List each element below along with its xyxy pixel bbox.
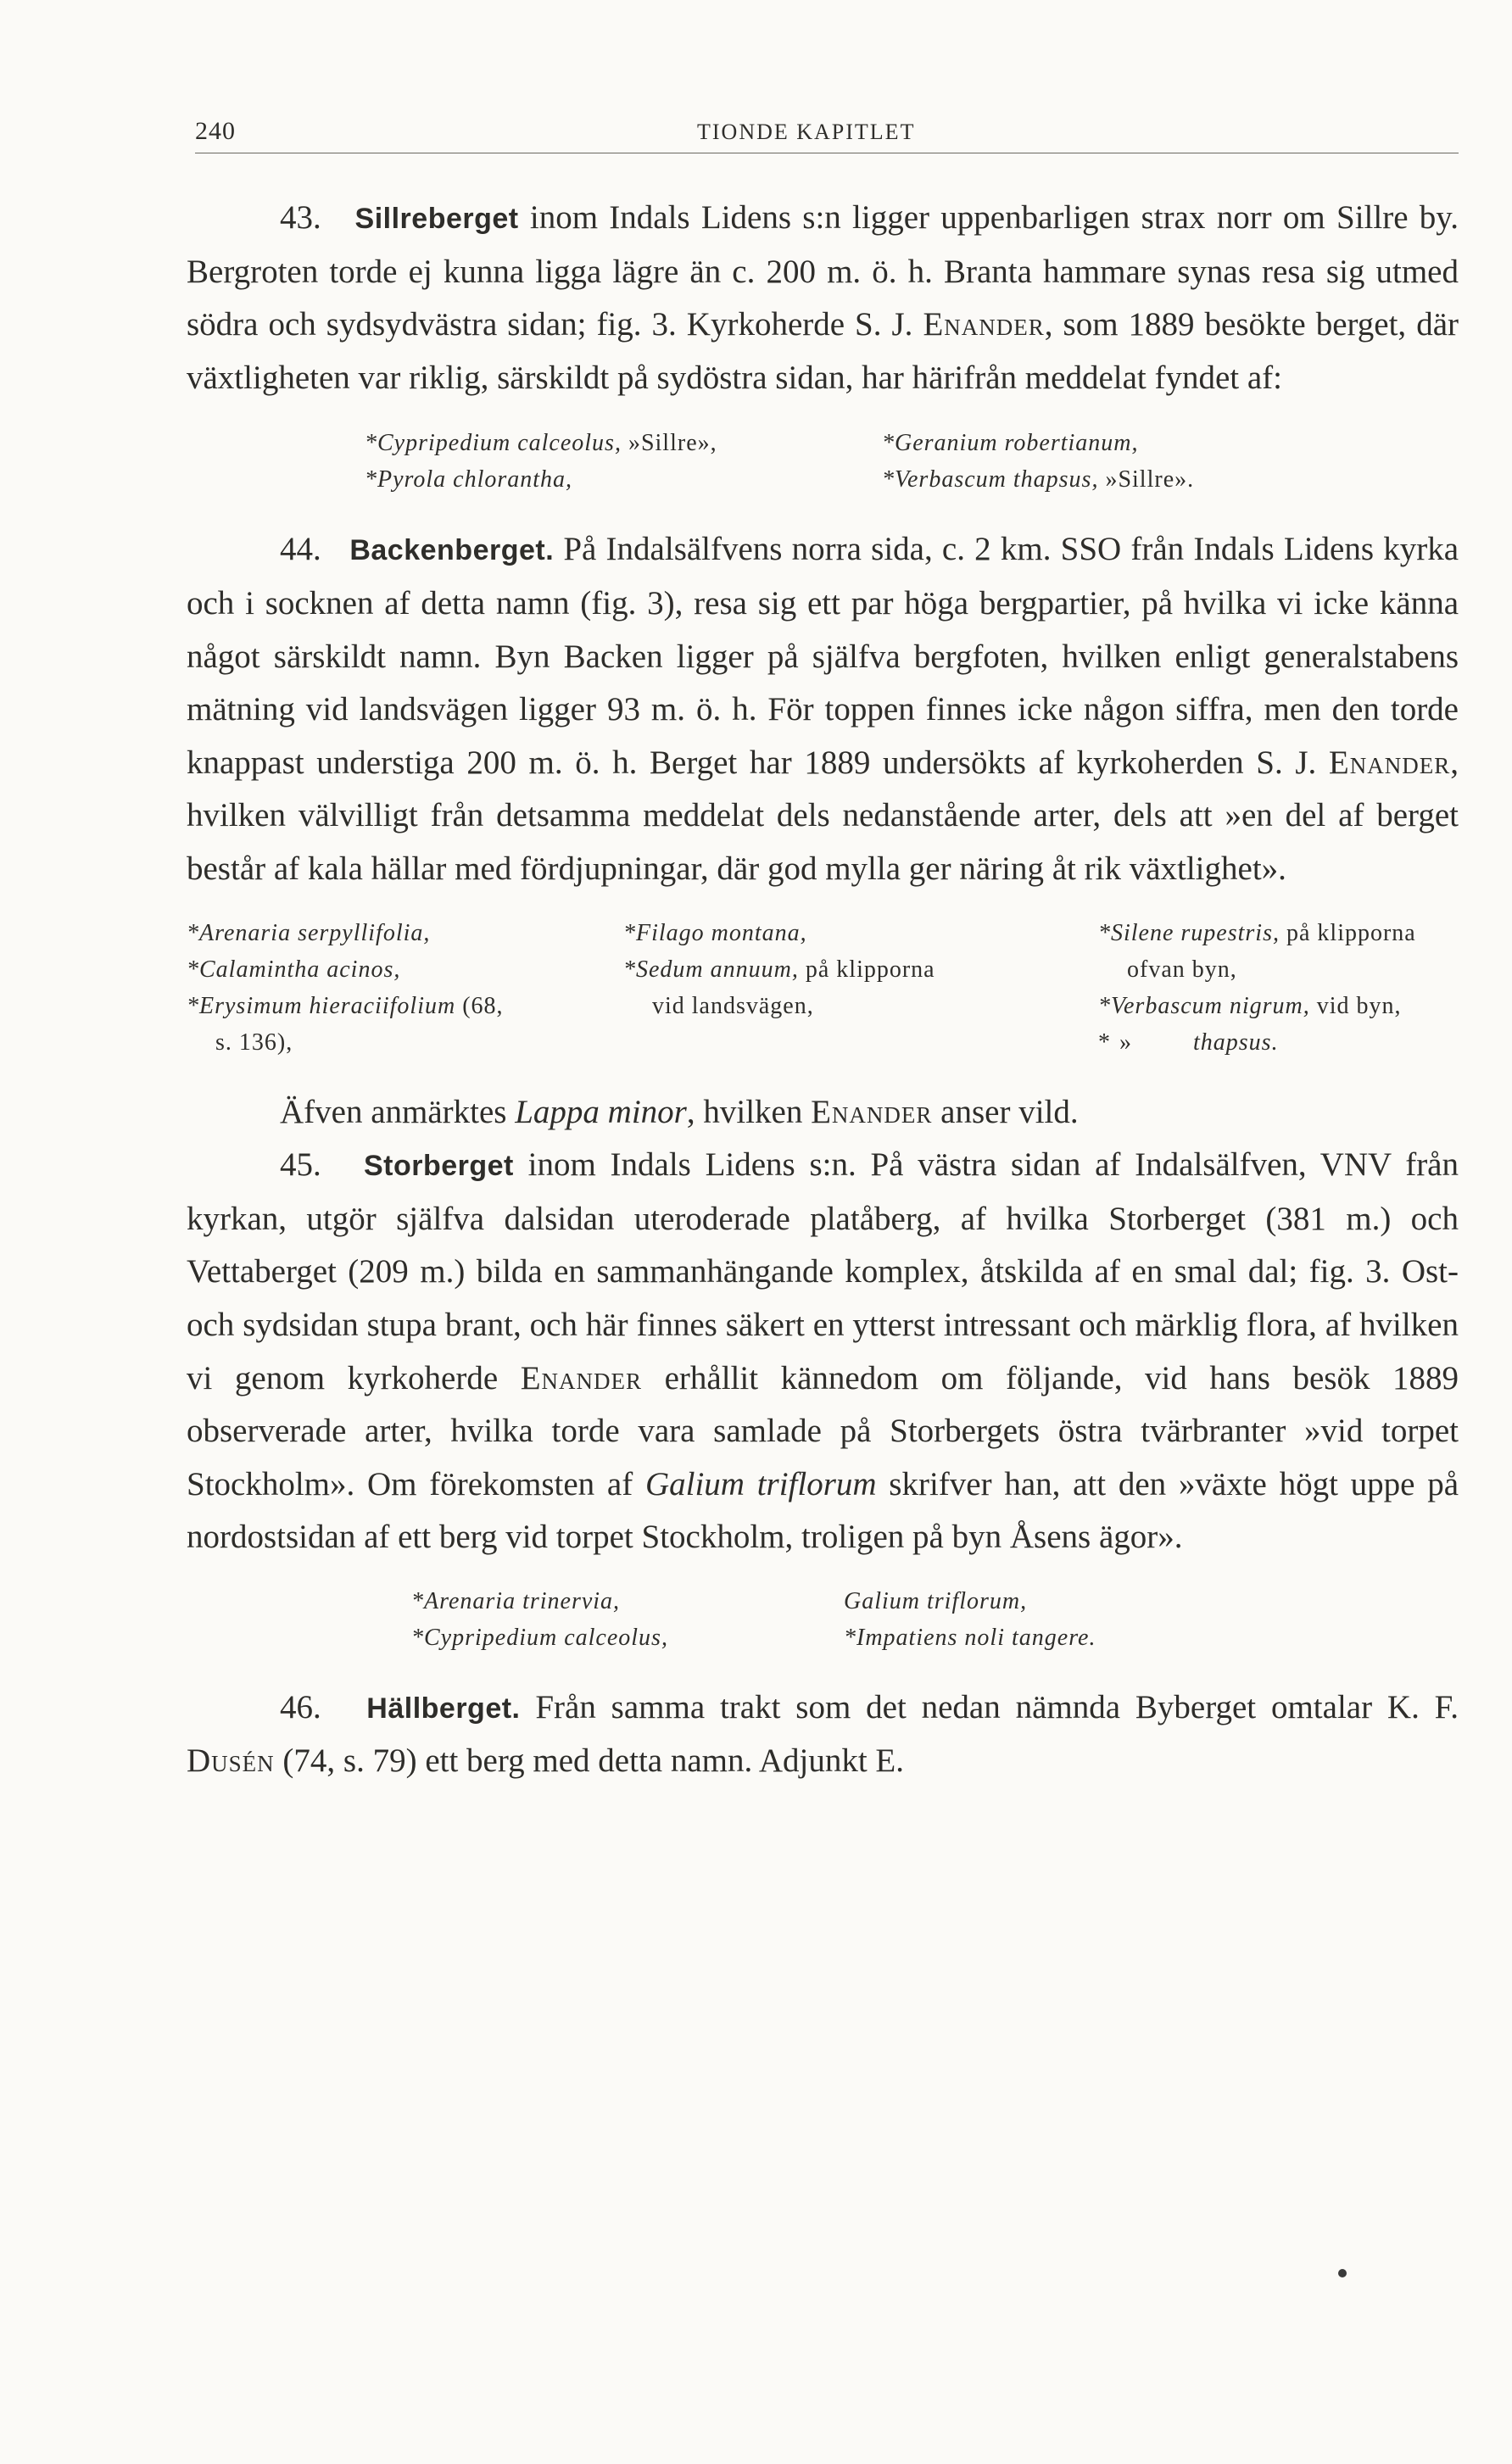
author-enander: Enander	[1328, 744, 1451, 781]
section-45-text-1: inom Indals Lidens s:n. På västra sidan af Indalsälfven, VNV från kyrkan, utgör själfva dalsidan uteroderade platåberg, af hvilka Storberget (381 m.) och Vettaberget (209 m.) bilda en sammanhängande komplex, åtskilda af en smal dal; fig. 3. Ost- och sydsidan stupa brant, och här finnes säkert en ytterst intressant och märklig flora, af hvilken vi genom kyrkoherde	[187, 1146, 1459, 1396]
section-43-text-1: inom Indals Lidens s:n ligger uppenbarligen strax norr om Sillre by. Bergroten torde ej kunna ligga lägre än c. 200 m. ö. h. Branta hammare synas resa sig utmed södra och sydsydvästra sidan; fig. 3. Kyrkoherde S. J.	[187, 199, 1459, 343]
species-item: *Impatiens noli tangere.	[844, 1624, 1096, 1651]
section-43-title: Sillreberget	[354, 203, 519, 235]
section-44-paragraph	[187, 523, 1459, 895]
print-speck	[1338, 2269, 1347, 2277]
section-44-number: 44.	[280, 531, 321, 568]
section-46-number: 46.	[280, 1688, 321, 1725]
species-item: *Silene rupestris, på klipporna	[1098, 919, 1416, 946]
species-item: *Arenaria trinervia,	[411, 1587, 621, 1614]
section-46-paragraph	[187, 1681, 1459, 1788]
species-item: *Cypripedium calceolus, »Sillre»,	[365, 430, 717, 457]
page-number: 240	[195, 117, 236, 145]
species-column-1	[187, 915, 623, 1061]
section-45-text-3: skrifver han, att den »växte högt uppe på nordostsidan af ett berg vid torpet Stockholm, troligen på byn Åsens ägor».	[187, 1465, 1459, 1556]
species-lappa-minor: Lappa minor	[515, 1093, 687, 1130]
species-item-continuation: vid landsvägen,	[652, 992, 814, 1019]
species-item: *Arenaria serpyllifolia,	[187, 919, 431, 946]
section-44-note: Äfven anmärktes Lappa minor, hvilken Enander anser vild.	[280, 1093, 1079, 1130]
species-item: *Geranium robertianum,	[882, 430, 1139, 457]
species-item: Galium triflorum,	[844, 1587, 1028, 1614]
species-item: * » thapsus.	[1098, 1029, 1279, 1056]
species-item: *Verbascum thapsus, »Sillre».	[882, 466, 1195, 493]
species-item: *Cypripedium calceolus,	[411, 1624, 668, 1651]
section-45-number: 45.	[280, 1146, 321, 1184]
author-enander: Enander	[520, 1359, 643, 1396]
section-46-text-1: Från samma trakt som det nedan nämnda Byberget omtalar K. F.	[520, 1688, 1459, 1725]
species-list-43	[187, 425, 1459, 498]
species-column-2	[623, 915, 1098, 1061]
species-list-44	[187, 915, 1459, 1061]
author-enander: Enander	[923, 306, 1045, 343]
running-header	[195, 117, 1459, 153]
section-43-number: 43.	[280, 199, 321, 236]
section-43-paragraph	[187, 192, 1459, 404]
species-item: *Erysimum hieraciifolium (68,	[187, 992, 504, 1019]
species-list-45	[187, 1583, 1459, 1656]
species-item-continuation: s. 136),	[215, 1029, 293, 1056]
species-item: *Pyrola chlorantha,	[365, 466, 573, 493]
species-item: *Filago montana,	[623, 919, 807, 946]
species-item-continuation: ofvan byn,	[1127, 956, 1237, 983]
species-column-3	[1098, 915, 1459, 1061]
author-dusen: Dusén	[187, 1742, 275, 1780]
page-body	[187, 192, 1459, 1788]
section-45-text-2: erhållit kännedom om följande, vid hans besök 1889 observerade arter, hvilka torde vara samlade på Storbergets östra tvärbranter »vid torpet Stockholm». Om förekomsten af	[187, 1359, 1459, 1502]
section-44-text-1: På Indalsälfvens norra sida, c. 2 km. SSO från Indals Lidens kyrka och i socknen af detta namn (fig. 3), resa sig ett par höga bergpartier, på hvilka vi icke känna något särskildt namn. Byn Backen ligger på själfva bergfoten, hvilken enligt generalstabens mätning vid landsvägen ligger 93 m. ö. h. För toppen finnes icke någon siffra, men den torde knappast understiga 200 m. ö. h. Berget har 1889 undersökts af kyrkoherden S. J.	[187, 531, 1459, 781]
species-item: *Calamintha acinos,	[187, 956, 401, 983]
section-44-title: Backenberget.	[349, 534, 555, 567]
author-enander: Enander	[811, 1093, 933, 1130]
running-title: TIONDE KAPITLET	[697, 120, 916, 144]
section-43-text-2: , som 1889 besökte berget, där växtligheten var riklig, särskildt på sydöstra sidan, har härifrån meddelat fyndet af:	[187, 306, 1459, 396]
section-44-text-2: , hvilken välvilligt från detsamma meddelat dels nedanstående arter, dels att »en del af berget består af kala hällar med fördjupningar, där god mylla ger näring åt rik växtlighet».	[187, 744, 1459, 887]
section-45-paragraph	[187, 1139, 1459, 1564]
section-46-text-2: (74, s. 79) ett berg med detta namn. Adjunkt E.	[274, 1742, 904, 1780]
species-item: *Verbascum nigrum, vid byn,	[1098, 992, 1402, 1019]
species-galium-triflorum: Galium triflorum	[644, 1465, 877, 1502]
species-item: *Sedum annuum, på klipporna	[623, 956, 935, 983]
section-46-title: Hällberget.	[366, 1692, 521, 1725]
section-45-title: Storberget	[363, 1150, 514, 1183]
